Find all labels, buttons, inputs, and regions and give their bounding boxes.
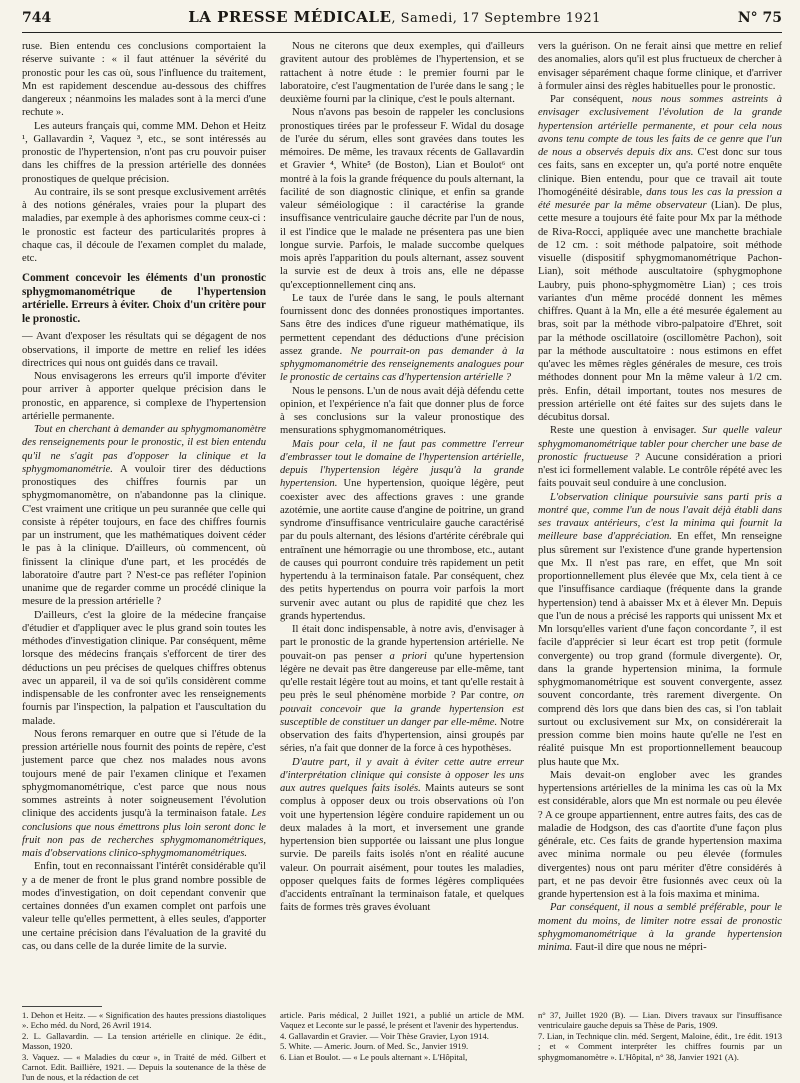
page-header (22, 8, 782, 32)
italic-text: Ne pourrait-on pas demander à la sphygmomanométrie des renseignements analogues pour le pronostic de certains cas d'hypertension artérielle ? (280, 345, 524, 384)
footnote: 3. Vaquez. — « Maladies du cœur », in Traité de méd. Gilbert et Carnot. Edit. Baillière, 1921. — Depuis la soutenance de la thèse de l'un de nous, et la rédaction de cet (22, 1051, 266, 1083)
footnotes-column-3 (538, 1010, 782, 1076)
italic-text: dans tous les cas la pression a été mesurée par la même observateur (538, 186, 782, 211)
text: Reste une question à envisager. (550, 425, 697, 437)
journal-title-line (188, 8, 601, 26)
text: qu'une hypertension légère ne devait pas être dangereuse par elle-même, tant qu'elle restait légère tout au moins, et tant qu'elle restait à peu près le seul phénomène morbide ? Par contre, (280, 650, 524, 702)
text: Notre observation des faits d'hypertension, ainsi groupés par séries, n'a fait que donner de la force à ces hypothèses. (280, 716, 524, 755)
footnote: 6. Lian et Boulot. — « Le pouls alternant ». L'Hôpital, (280, 1051, 468, 1062)
text: Le taux de l'urée dans le sang, le pouls alternant fournissent donc des données pronostiques importantes. Sans être des indices d'une rigueur mathématique, ils permettent cependant des déductions d'une précision assez grande. (280, 292, 524, 357)
italic-text: nous nous sommes astreints à envisager exclusivement l'évolution de la grande hypertension artérielle permanente, et pour cela nous avons tenu compte de tous les faits de ce genre que l'un de nous a observés depuis dix ans. (538, 94, 783, 158)
paragraph (538, 424, 782, 490)
text: Aucune considération a priori n'est ici formellement valable. Le contrôle répété avec les faits pouvait seul conduire à une conclusion. (538, 451, 782, 490)
column-1 (22, 40, 266, 1008)
text: A vouloir tirer des déductions pronostiques des chiffres fournis par un sphygmomanomètre, on n'abandonne pas la clinique. C'est vraiment une critique un peu surannée que celle qui consiste à répéter toujours, en face des chiffres fournis par un instrument, que les mathématiques doivent céder le pas à la clinique. D'ailleurs, où commencent, où finissent la clinique d'une part, et les procédés de laboratoire d'autre part ? N'est-ce pas refléter l'opinion unanime que de regarder comme un procédé clinique la mesure de la pression artérielle ? (22, 463, 266, 608)
footnote: 2. L. Gallavardin. — La tension artérielle en clinique. 2e édit., Masson, 1920. (22, 1030, 266, 1052)
text: Faut-il dire que nous ne mépri- (572, 942, 707, 953)
italic-text: L'observation clinique poursuivie sans parti pris a montré que, comme l'un de nous l'avait déjà établi dans ses travaux antérieurs, c'est la minima qui fournit la meilleure base d'appréciation. (538, 491, 782, 543)
paragraph: Nous envisagerons les erreurs qu'il importe d'éviter pour arriver à apporter quelque précision dans le pronostic, en apparence, si complexe de l'hypertension artérielle permanente. (22, 371, 266, 422)
footnotes-column-1 (22, 1010, 266, 1083)
italic-text: Par conséquent, il nous a semblé préférable, pour le moment du moins, de limiter notre essai de pronostic sphygmomanométrique à la grande hypertension minima. (538, 902, 782, 953)
text: (Lian). De plus, cette mesure a toujours été faite pour Mx par la méthode de Riva-Rocci, appliquée avec une manchette brachiale de 12 cm. : soit méthode palpatoire, soit méthode visuelle (dispositif sphygmomanométrique Pachon-Lian), soit méthode auscultatoire (sphygmophone Laubry, puis phono-sphygmomètre Lian) ; ces trois variantes d'un même procédé donnent les mêmes chiffres. Quant à la Mn, elle a été mesurée également au bras, soit par la méthode vibro-palpatoire d'Ehret, soit par la méthode oscillatoire (oscillomètre Pachon), soit par la méthode auscultatoire : nous estimons en effet qu'avec les mêmes règles générales de mesure, ces trois méthodes donnent pour Mn la même valeur à 1/2 cm. près. Enfin, détail important, toutes nos mesures de pression artérielle ont été faites sur des sujets dans le décubitus dorsal. (538, 200, 782, 423)
paragraph (280, 623, 524, 756)
italic-text: a priori (382, 650, 427, 662)
paragraph: vers la guérison. On ne ferait ainsi que mettre en relief des anomalies, alors qu'il est plus fructueux de chercher à envisager séparément chaque forme clinique, et d'arriver à formuler ainsi des règles habituelles pour le pronostic. (538, 41, 782, 92)
paragraph (22, 423, 266, 609)
italic-text: on pouvait concevoir que la grande hypertension est susceptible de constituer un danger par elle-même. (280, 690, 524, 728)
footnote: 1. Dehon et Heitz. — « Signification des hautes pressions diastoliques ». Echo méd. du Nord, 26 Avril 1914. (22, 1010, 266, 1031)
paragraph (538, 901, 782, 954)
paragraph (22, 728, 266, 861)
italic-text: Sur quelle valeur sphygmomanométrique tabler pour chercher une base de pronostic fructueuse ? (538, 425, 782, 463)
italic-text: D'autre part, il y avait à éviter cette autre erreur d'interprétation clinique qui consiste à opposer les uns aux autres quelques faits isolés. (280, 756, 524, 794)
italic-text: Tout en cherchant à demander au sphygmomanomètre des renseignements pour le pronostic, il est bien entendu qu'il ne s'agit pas d'opposer la clinique et la sphygmomanométrie. (22, 424, 266, 475)
page-number: 744 (22, 10, 52, 26)
paragraph (280, 438, 524, 624)
footnote: 7. Lian, in Technique clin. méd. Sergent, Maloine, édit., 1re édit. 1913 ; et « Comment interpréter les chiffres fournis par un sphygmomanomètre ». L'Hôpital, n° 38, Janvier 1921 (A). (538, 1030, 782, 1062)
column-3 (538, 40, 782, 1008)
text: Nous ferons remarquer en outre que si l'étude de la pression artérielle nous fournit des points de repère, c'est justement parce que chez nos malades nous avons toujours mené de pair l'examen clinique et l'examen sphygmomanométrique, c'est parce que nous nous sommes astreints à noter soigneusement l'évolution clinique des accidents jusqu'à la terminaison fatale. (22, 728, 266, 820)
paragraph: ruse. Bien entendu ces conclusions comportaient la réserve suivante : « il faut atténuer la sévérité du pronostic pour les cas où, sous l'influence du traitement, Mn est rapidement descendue au-dessous des chiffres dangereux ; néanmoins les malades sont à la merci d'une rechute ». (22, 41, 266, 119)
issue-date: , Samedi, 17 Septembre 1921 (391, 11, 601, 26)
issue-number: N° 75 (737, 10, 782, 26)
paragraph (538, 491, 782, 769)
footnote: n° 37, Juillet 1920 (B). — Lian. Divers travaux sur l'insuffisance ventriculaire gauche depuis sa Thèse de Paris, 1909. (538, 1010, 782, 1031)
paragraph: Nous n'avons pas besoin de rappeler les conclusions pronostiques tirées par le professeur F. Widal du dosage de l'urée du sérum, elles sont gravées dans toutes les mémoires. De même, les travaux récents de Gallavardin et Gravier ⁴, White⁵ (de Boston), Lian et Boulot⁶ ont montré à la fois la grande fréquence du pouls alternant, la facilité de son diagnostic clinique, et enfin sa grande valeur séméiologique : il caractérise la grande insuffisance ventriculaire gauche décrite par l'un de nous, il est l'indice que le malade ne présentera pas une bien longue survie. Parfois, le malade succombe quelques mois après l'apparition du pouls alternant, assez souvent la survie est de deux à trois ans, elle ne dépasse qu'exceptionnellement cinq ans. (280, 107, 524, 291)
header-rule (22, 32, 782, 33)
paragraph: Mais devait-on englober avec les grandes hypertensions artérielles de la minima les cas où la Mx est considérable, alors que Mn est normale ou peu élevée ? A ce groupe appartiennent, entre autres faits, des cas de maladie de Hodgson, des cas d'aortite d'une façon plus générale, etc. Ces faits de grande hypertension maxima avec minima normale ou peu élevée (formules divergentes) nous ont paru mériter d'être considérés à part, et ne pas devoir être fusionnés avec ceux où la grande hypertension est à la fois maxima et minima. (538, 769, 782, 900)
paragraph: D'ailleurs, c'est la gloire de la médecine française d'étudier et d'appliquer avec le plus grand soin toutes les méthodes d'investigation clinique. Par conséquent, même lorsque des médecins français s'efforcent de tirer des déductions un peu précises de quelques chiffres obtenus avec un appareil, il va de soi qu'ils considèrent comme indispensable de les confronter avec les renseignements fournis par l'inspection, la palpation et l'auscultation du malade. (22, 609, 266, 727)
text: Par conséquent, (550, 94, 624, 105)
footnote: 5. White. — Americ. Journ. of Med. Sc., Janvier 1919. (280, 1041, 469, 1052)
journal-title: LA PRESSE MÉDICALE (188, 8, 392, 26)
paragraph: Enfin, tout en reconnaissant l'intérêt considérable qu'il y a de mener de front le plus grand nombre possible de modes d'investigation, on doit cependant convenir que certaines données d'un examen complet ont parfois une valeur telle qu'elles permettent, à elles seules, d'apporter une certaine précision dans l'évaluation de la gravité du cas, ou dans celle de la durée limite de la survie. (22, 861, 266, 952)
footnote: article. Paris médical, 2 Juillet 1921, a publié un article de MM. Vaquez et Leconte sur le passé, le présent et l'avenir des hypertendus. (280, 1010, 524, 1031)
text: C'est donc sur tous ces faits, sans en excepter un, qu'a porté notre enquête clinique. Bien entendu, pour que ce travail ait toute l'homogénéité désirable, (538, 147, 782, 198)
italic-text: Mais pour cela, il ne faut pas commettre l'erreur d'embrasser tout le domaine de l'hypertension artérielle, depuis l'hypertension légère jusqu'à la grande hypertension. (280, 438, 524, 490)
paragraph: — Avant d'exposer les résultats qui se dégagent de nos observations, il importe de mettre en relief les idées directrices qui nous ont guidés dans ce travail. (22, 331, 266, 369)
paragraph (280, 756, 524, 915)
paragraph: Les auteurs français qui, comme MM. Dehon et Heitz ¹, Gallavardin ², Vaquez ³, etc., se sont intéressés au pronostic de l'hypertension, n'ont pas cru pouvoir puiser dans les chiffres de la pression artérielle des données pronostiques de quelque précision. (22, 120, 266, 185)
column-2 (280, 40, 524, 1008)
paragraph: Au contraire, ils se sont presque exclusivement arrêtés à des notions générales, vraies pour la plupart des maladies, par exemple à des aphorismes comme ceux-ci : le pronostic est facteur des particularités propres à chaque cas, il découle de l'examen complet du malade, etc. (22, 186, 266, 264)
italic-text: Les conclusions que nous émettrons plus loin seront donc le fruit non pas de recherches sphygmomanométriques, mais d'observations clinico-sphygmomanométriques. (22, 808, 266, 859)
text: En effet, Mn renseigne plus sûrement sur l'existence d'une grande hypertension que Mx. Il n'est pas rare, en effet, que Mn soit proportionnellement plus élevée que Mx, cela tient à ce que l'insuffisance cardiaque (fréquente dans la grande hypertension) tend à abaisser Mx et à élever Mn. Depuis que l'un de nous a précisé les rapports qui unissent Mx et Mn lorsqu'elles varient d'une façon concordante ⁷, il est facile d'apprécier si leur écart est trop petit (formule convergente) ou trop grand (formule divergente). Or, dans la grande hypertension minima, la formule sphygmomanométrique est souvent convergente, assez souvent concordante, très rarement divergente. On comprend dès lors que dans bien des cas, si l'on tablait surtout ou exclusivement sur Mx, on considérerait la pression comme bien moins haute qu'elle ne l'est en réalité puisque Mn est proportionnellement beaucoup plus haute que Mx. (538, 531, 782, 768)
paragraph: Nous ne citerons que deux exemples, qui d'ailleurs gravitent autour des problèmes de l'hypertension, et se rattachent à notre étude : le premier fourni par le laboratoire, c'est l'augmentation de l'urée dans le sang ; le deuxième fourni par la clinique, c'est le pouls alternant. (280, 41, 524, 105)
paragraph (280, 292, 524, 385)
text: Maints auteurs se sont complus à opposer deux ou trois observations où l'on voit une hypertension légère conduire rapidement un ou deux malades à la mort, et inversement une grande hypertension bien supportée ou laissant une plus longue survie. De pareils faits isolés n'ont en réalité aucune valeur. On pourrait aisément, pour toutes les maladies, opposer quelques faits de formes légères compliquées d'accidents entraînant la terminaison fatale, et quelques faits de formes très graves évoluant (280, 783, 524, 914)
section-heading: Comment concevoir les éléments d'un pronostic sphygmomanométrique de l'hypertension artérielle. Erreurs à éviter. Choix d'un critère pour le pronostic. (22, 272, 266, 325)
footnote-rule (22, 1006, 102, 1007)
paragraph: Nous le pensons. L'un de nous avait déjà défendu cette opinion, et l'expérience n'a fait que donner plus de force à ses conclusions sur la valeur pronostique des mensurations sphygmomanométriques. (280, 385, 524, 437)
text: Il était donc indispensable, à notre avis, d'envisager à part le pronostic de la grande hypertension artérielle. Ne pouvait-on pas penser (280, 624, 524, 662)
footnotes-column-2 (280, 1010, 524, 1076)
paragraph (538, 93, 782, 424)
text: Une hypertension, quoique légère, peut coexister avec des affections graves : une grande azotémie, une aortite cause d'angine de poitrine, un grand syndrome d'insuffisance ventriculaire gauche caractérisé par du pouls alternant, des lésions d'artérite cérébrale qui entraînent une hémorragie ou une thrombose, etc., autant de causes qui pourront conduire très rapidement un petit hypertendu à la terminaison fatale. Par conséquent, chez des petits hypertendus on pourra voir parfois la mort survenir avec autant ou plus de rapidité que chez les grands hypertendus. (280, 478, 524, 622)
footnote: 4. Gallavardin et Gravier. — Voir Thèse Gravier, Lyon 1914. (280, 1030, 489, 1041)
